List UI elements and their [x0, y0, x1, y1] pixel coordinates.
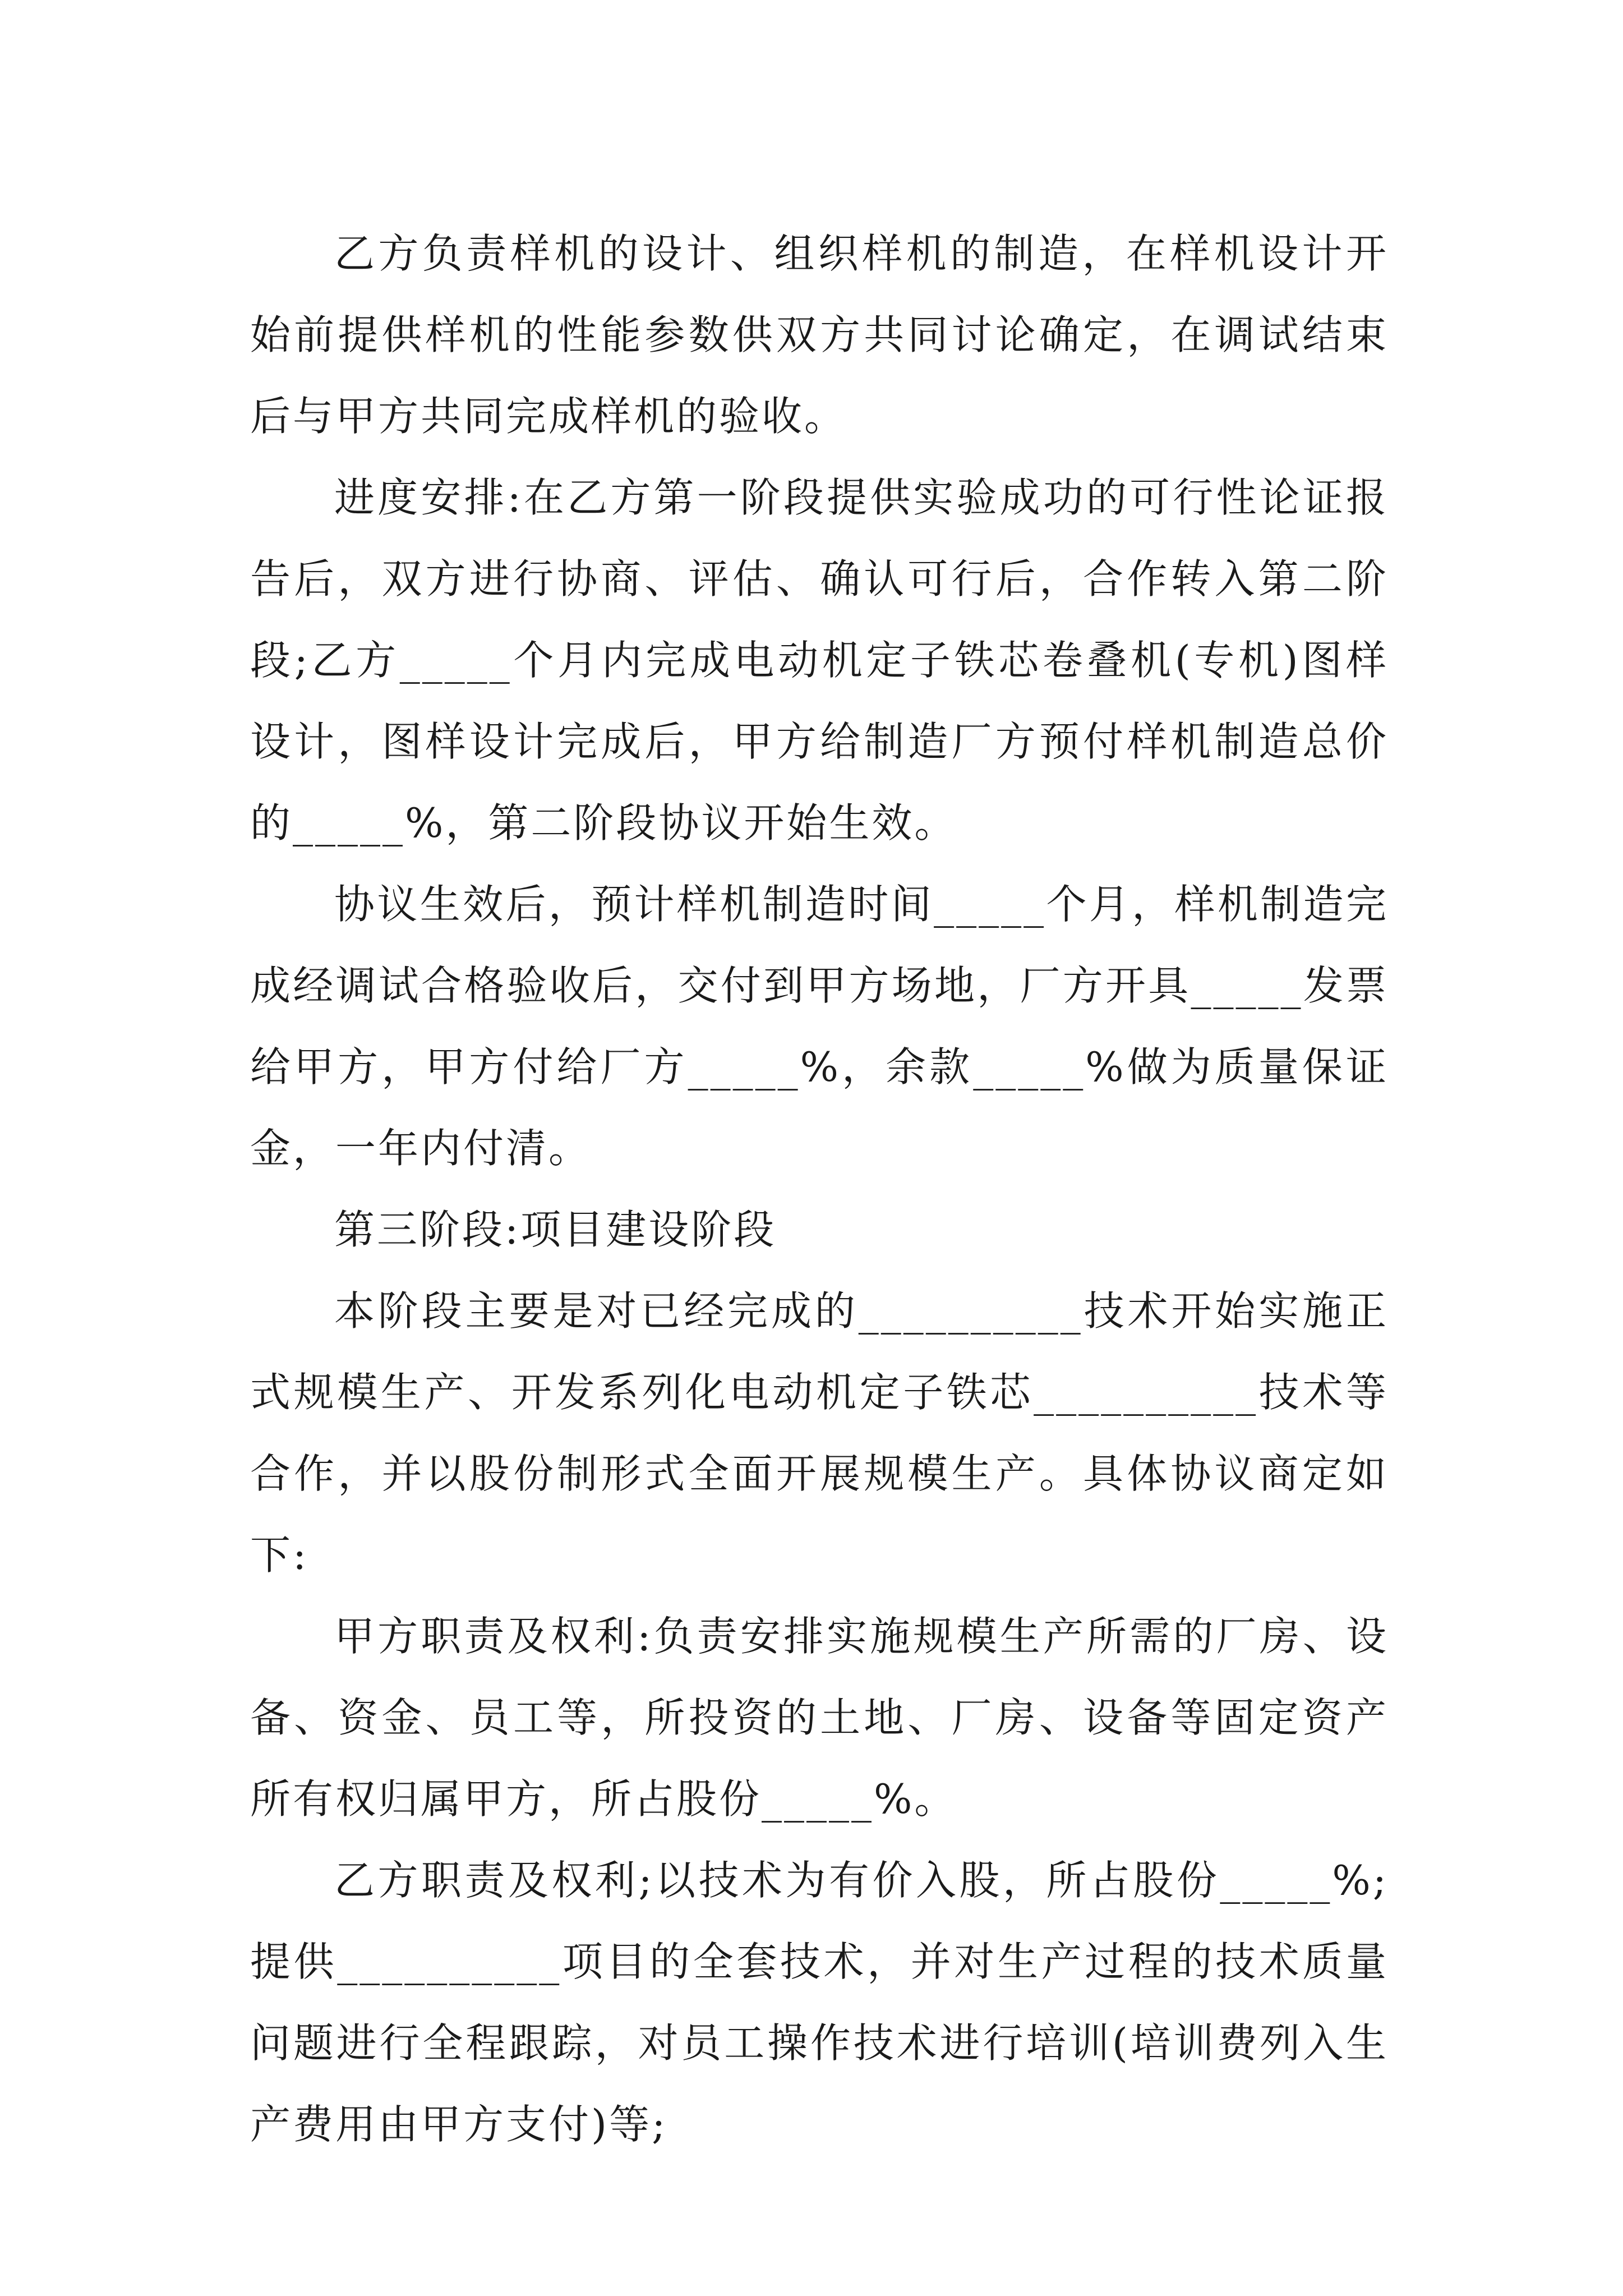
paragraph-phase-three-overview: 本阶段主要是对已经完成的__________技术开始实施正式规模生产、开发系列化电动机定子铁芯__________技术等合作，并以股份制形式全面开展规模生产。具体协议商定如下:	[250, 1287, 1389, 1579]
paragraph-agreement-effective: 协议生效后，预计样机制造时间_____个月，样机制造完成经调试合格验收后，交付到甲方场地，厂方开具_____发票给甲方，甲方付给厂方_____%，余款_____%做为质量保证金，一年内付清。	[250, 881, 1389, 1172]
paragraph-party-a-duties: 甲方职责及权利:负责安排实施规模生产所需的厂房、设备、资金、员工等，所投资的土地、厂房、设备等固定资产所有权归属甲方，所占股份_____%。	[250, 1613, 1389, 1823]
document-body	[250, 213, 1389, 2165]
paragraph-prototype-responsibility: 乙方负责样机的设计、组织样机的制造，在样机设计开始前提供样机的性能参数供双方共同讨论确定，在调试结束后与甲方共同完成样机的验收。	[250, 230, 1389, 440]
paragraph-schedule: 进度安排:在乙方第一阶段提供实验成功的可行性论证报告后，双方进行协商、评估、确认可行后，合作转入第二阶段;乙方_____个月内完成电动机定子铁芯卷叠机(专机)图样设计，图样设计完成后，甲方给制造厂方预付样机制造总价的_____%，第二阶段协议开始生效。	[250, 474, 1389, 846]
paragraph-party-b-duties: 乙方职责及权利;以技术为有价入股，所占股份_____%;提供__________项目的全套技术，并对生产过程的技术质量问题进行全程跟踪，对员工操作技术进行培训(培训费列入生产费用由甲方支付)等;	[250, 1857, 1389, 2148]
section-heading-phase-three: 第三阶段:项目建设阶段	[334, 1206, 777, 1253]
